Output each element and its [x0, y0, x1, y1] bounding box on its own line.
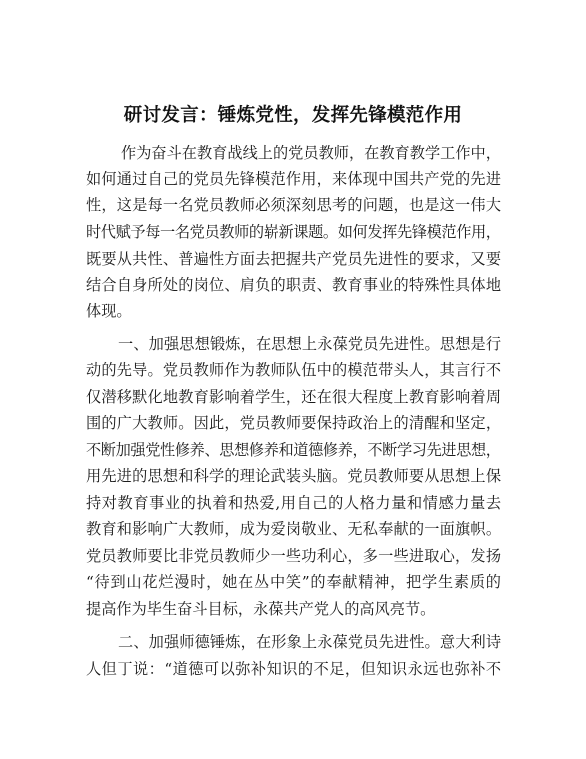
- paragraph-line: 用先进的思想和科学的理论武装头脑。党员教师要从思想上保: [86, 467, 502, 485]
- paragraph-line: 持对教育事业的执着和热爱,用自己的人格力量和情感力量去: [86, 494, 502, 512]
- paragraph-line: 既要从共性、普遍性方面去把握共产党员先进性的要求，又要: [86, 250, 502, 268]
- paragraph-line: 仅潜移默化地教育影响着学生，还在很大程度上教育影响着周: [86, 388, 502, 406]
- paragraph-line: 人但丁说：“道德可以弥补知识的不足，但知识永远也弥补不: [86, 660, 502, 678]
- paragraph-line: 党员教师要比非党员教师少一些功利心，多一些进取心，发扬: [86, 547, 502, 565]
- paragraph-line: 二、加强师德锤炼，在形象上永葆党员先进性。意大利诗: [118, 633, 502, 651]
- paragraph-line: 如何通过自己的党员先锋模范作用，来体现中国共产党的先进: [86, 170, 502, 188]
- paragraph-line: 作为奋斗在教育战线上的党员教师，在教育教学工作中，: [121, 144, 501, 162]
- paragraph-line: 一、加强思想锻炼，在思想上永葆党员先进性。思想是行: [118, 335, 502, 353]
- paragraph-line: 体现。: [86, 302, 132, 320]
- paragraph-line: “待到山花烂漫时，她在丛中笑”的奉献精神，把学生素质的: [86, 573, 502, 591]
- document-title: 研讨发言：锤炼党性，发挥先锋模范作用: [123, 105, 463, 126]
- paragraph-line: 不断加强党性修养、思想修养和道德修养，不断学习先进思想，: [86, 441, 501, 459]
- paragraph-line: 动的先导。党员教师作为教师队伍中的模范带头人，其言行不: [86, 361, 502, 379]
- paragraph-line: 提高作为毕生奋斗目标，永葆共产党人的高风亮节。: [86, 600, 436, 618]
- paragraph-line: 教育和影响广大教师，成为爱岗敬业、无私奉献的一面旗帜。: [86, 520, 502, 538]
- paragraph-line: 时代赋予每一名党员教师的崭新课题。如何发挥先锋模范作用，: [86, 223, 501, 241]
- paragraph-line: 围的广大教师。因此，党员教师要保持政治上的清醒和坚定，: [86, 414, 502, 432]
- paragraph-line: 结合自身所处的岗位、肩负的职责、教育事业的特殊性具体地: [86, 276, 502, 294]
- paragraph-line: 性，这是每一名党员教师必须深刻思考的问题，也是这一伟大: [86, 196, 502, 214]
